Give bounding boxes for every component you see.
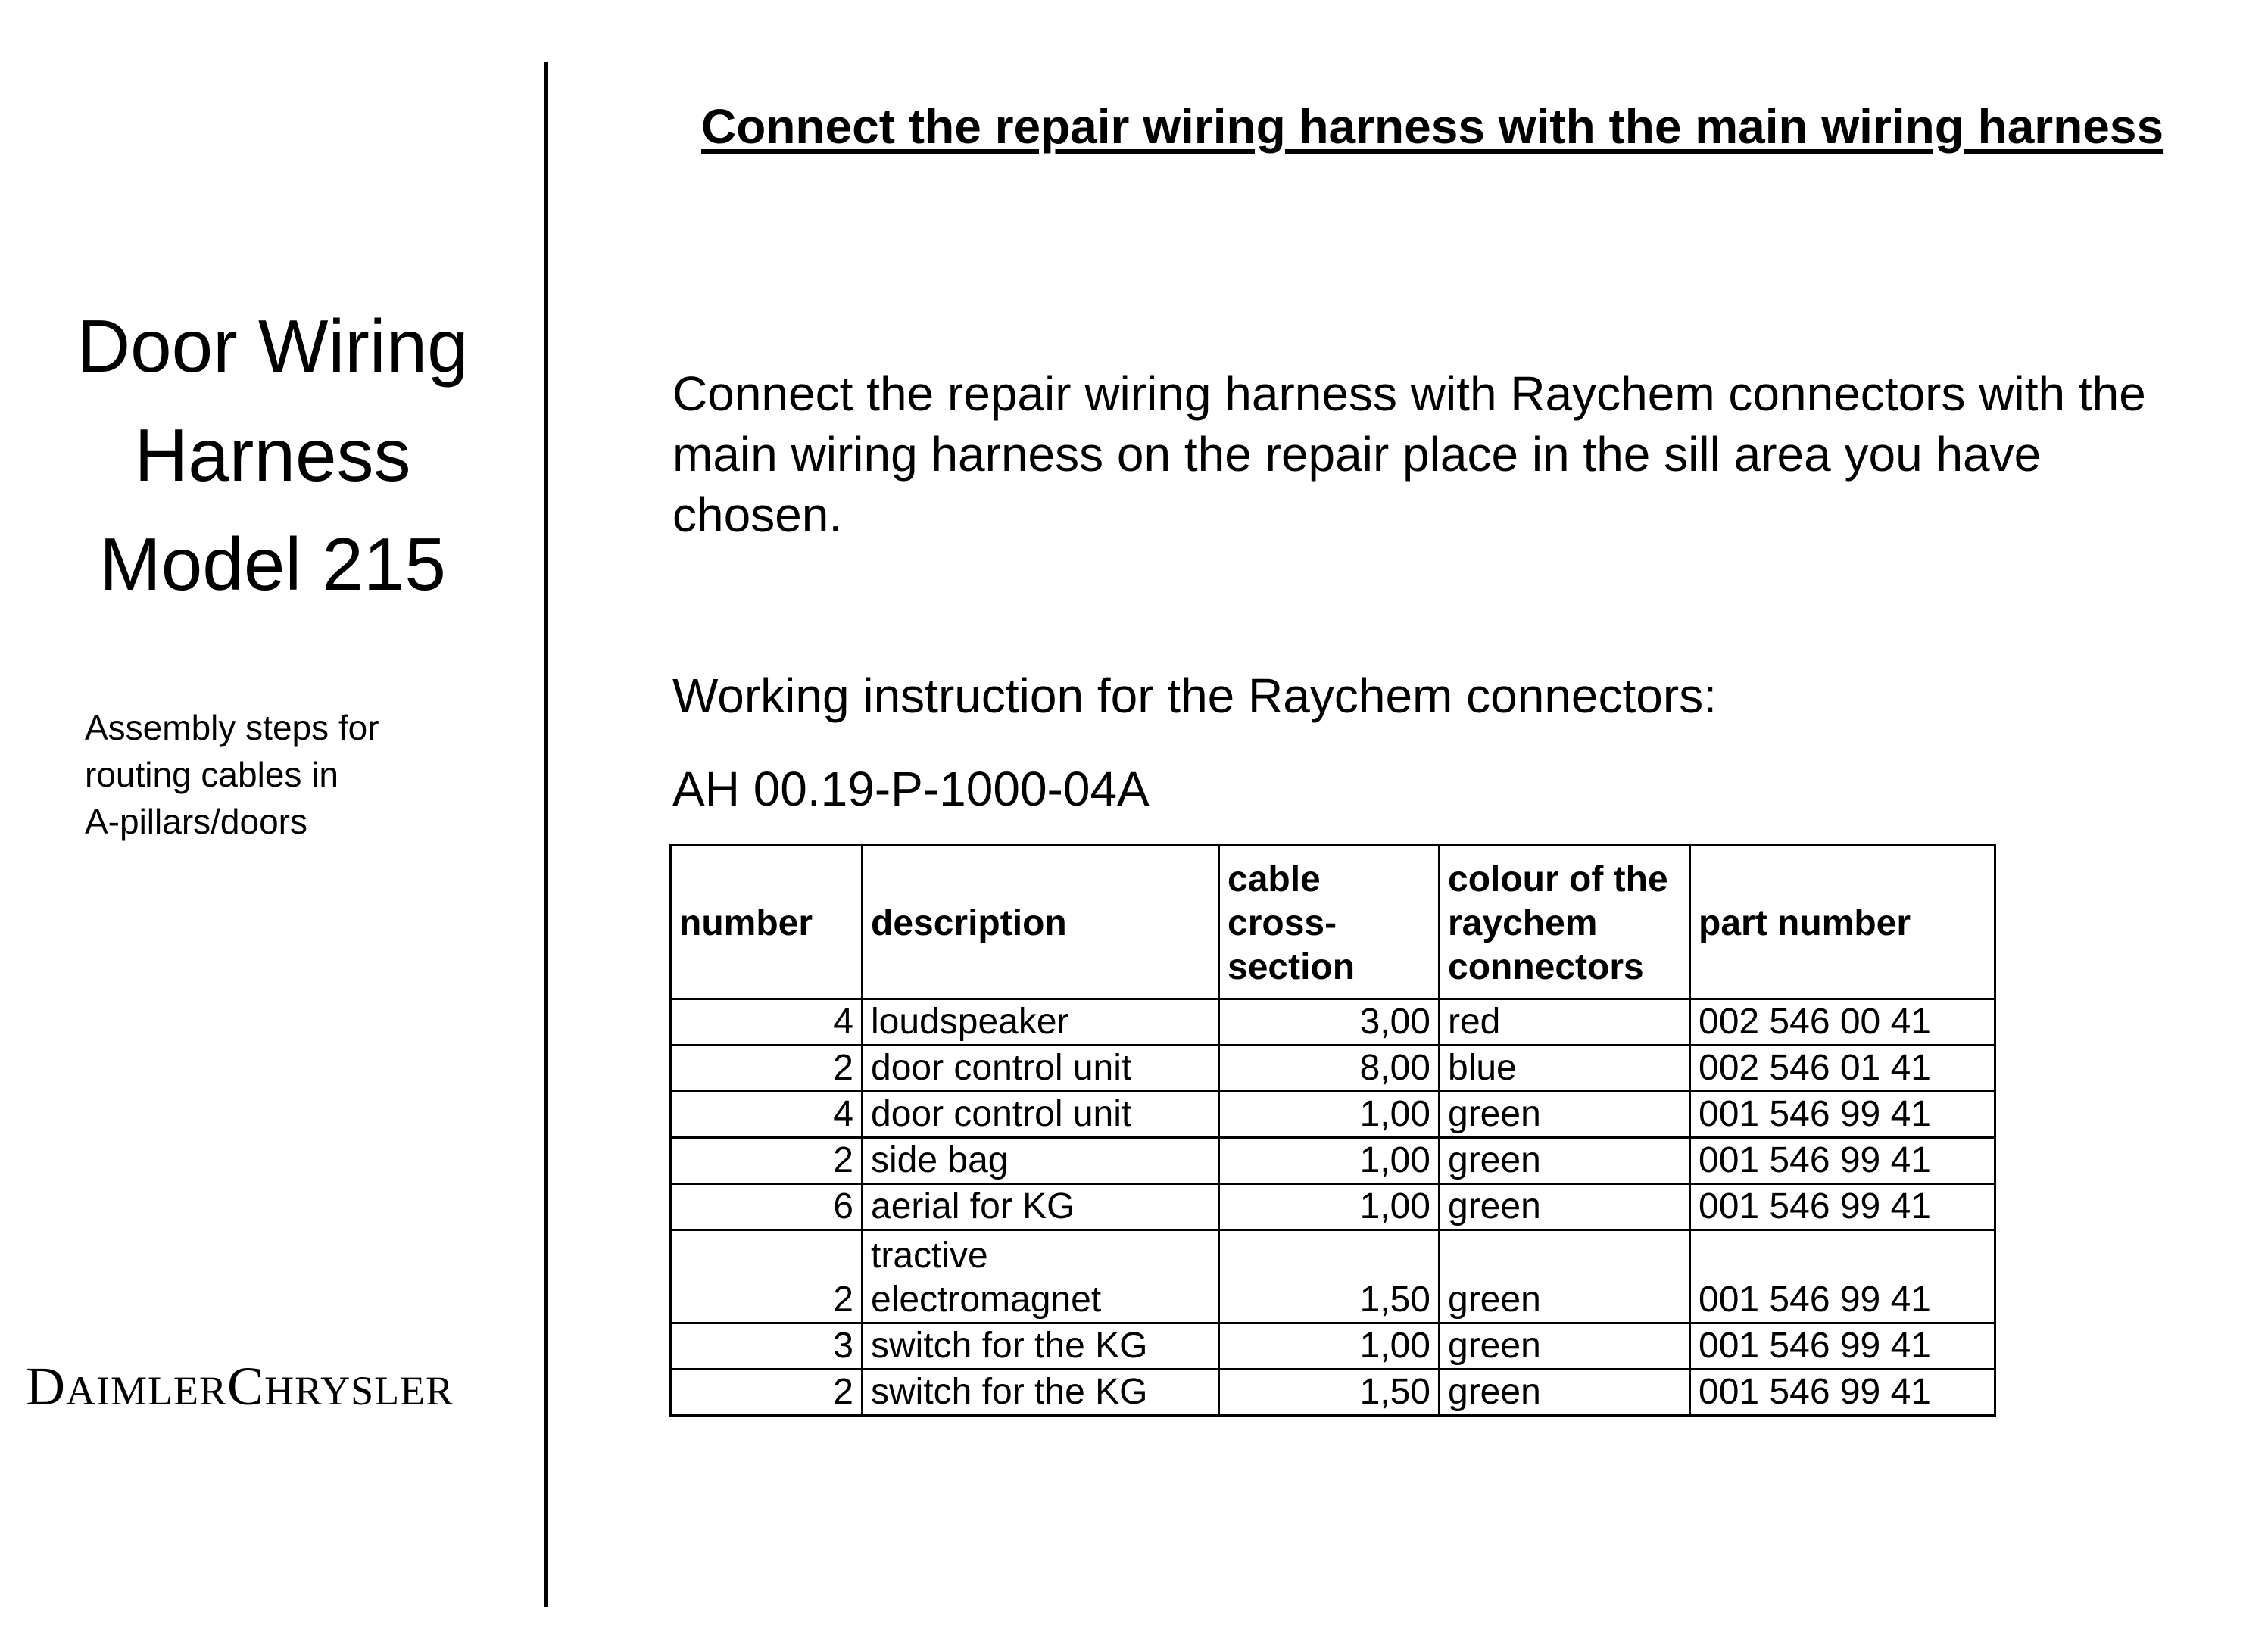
cell-part-number: 001 546 99 41: [1690, 1230, 1995, 1323]
header-part-number: part number: [1690, 846, 1995, 999]
cell-part-number: 001 546 99 41: [1690, 1138, 1995, 1184]
page-heading: Connect the repair wiring harness with the main wiring harness: [701, 99, 2164, 154]
header-line: connectors: [1448, 947, 1644, 987]
document-title-line: Model 215: [99, 522, 446, 606]
cell-description: [863, 999, 1219, 1046]
cell-number: 2: [671, 1138, 863, 1184]
cell-part-number: 001 546 99 41: [1690, 1184, 1995, 1230]
connector-table: [669, 844, 1996, 1417]
table-row: [671, 1046, 1995, 1092]
cell-cross-section: 1,00: [1219, 1138, 1440, 1184]
cell-number: 2: [671, 1046, 863, 1092]
description-line: door control unit: [871, 1048, 1132, 1088]
table-row: [671, 999, 1995, 1046]
cell-colour: green: [1440, 1138, 1690, 1184]
cell-part-number: 002 546 00 41: [1690, 999, 1995, 1046]
table-row: [671, 1092, 1995, 1138]
working-instruction-label: Working instruction for the Raychem connectors:: [672, 669, 1717, 723]
cell-cross-section: 1,50: [1219, 1230, 1440, 1323]
header-line: cable: [1228, 859, 1321, 899]
header-cross-section: [1219, 846, 1440, 999]
document-title: [30, 291, 515, 619]
description-line: switch for the KG: [871, 1372, 1148, 1412]
cell-description: [863, 1046, 1219, 1092]
cell-description: [863, 1323, 1219, 1370]
table-body: [671, 999, 1995, 1416]
cell-description: [863, 1370, 1219, 1416]
cell-colour: green: [1440, 1230, 1690, 1323]
description-line: door control unit: [871, 1094, 1132, 1134]
description-line: aerial for KG: [871, 1186, 1075, 1226]
header-colour: [1440, 846, 1690, 999]
description-line: tractive: [871, 1236, 988, 1276]
table-row: [671, 1184, 1995, 1230]
cell-number: 4: [671, 999, 863, 1046]
cell-number: 2: [671, 1370, 863, 1416]
document-title-line: Harness: [134, 413, 411, 497]
cell-number: 3: [671, 1323, 863, 1370]
cell-part-number: 001 546 99 41: [1690, 1370, 1995, 1416]
table-row: [671, 1138, 1995, 1184]
logo-wordmark: DAIMLERCHRYSLER: [26, 1356, 454, 1417]
cell-part-number: 001 546 99 41: [1690, 1323, 1995, 1370]
vertical-divider: [544, 62, 548, 1607]
cell-colour: red: [1440, 999, 1690, 1046]
document-subtitle-line: A-pillars/doors: [85, 802, 307, 841]
cell-cross-section: 1,00: [1219, 1184, 1440, 1230]
cell-description: [863, 1138, 1219, 1184]
cell-cross-section: 1,50: [1219, 1370, 1440, 1416]
table-row: [671, 1230, 1995, 1323]
cell-colour: green: [1440, 1323, 1690, 1370]
cell-colour: blue: [1440, 1046, 1690, 1092]
table-row: [671, 1323, 1995, 1370]
document-subtitle-line: Assembly steps for: [85, 708, 379, 747]
header-line: colour of the: [1448, 859, 1668, 899]
intro-line: chosen.: [672, 488, 843, 542]
intro-paragraph: [672, 363, 2232, 545]
cell-colour: green: [1440, 1092, 1690, 1138]
cell-number: 2: [671, 1230, 863, 1323]
document-title-line: Door Wiring: [76, 304, 469, 388]
cell-description: [863, 1230, 1219, 1323]
header-description: description: [863, 846, 1219, 999]
document-subtitle-line: routing cables in: [85, 755, 338, 794]
description-line: side bag: [871, 1140, 1009, 1180]
cell-part-number: 001 546 99 41: [1690, 1092, 1995, 1138]
table-header-row: [671, 846, 1995, 999]
table-row: [671, 1370, 1995, 1416]
header-number: number: [671, 846, 863, 999]
cell-description: [863, 1184, 1219, 1230]
cell-cross-section: 3,00: [1219, 999, 1440, 1046]
working-instruction-code: AH 00.19-P-1000-04A: [672, 762, 1150, 816]
cell-cross-section: 1,00: [1219, 1092, 1440, 1138]
cell-colour: green: [1440, 1370, 1690, 1416]
cell-number: 4: [671, 1092, 863, 1138]
cell-colour: green: [1440, 1184, 1690, 1230]
description-line: switch for the KG: [871, 1326, 1148, 1366]
description-line: loudspeaker: [871, 1002, 1069, 1042]
header-line: cross-: [1228, 903, 1337, 943]
cell-cross-section: 8,00: [1219, 1046, 1440, 1092]
header-line: section: [1228, 947, 1355, 987]
description-line: electromagnet: [871, 1279, 1102, 1320]
cell-number: 6: [671, 1184, 863, 1230]
intro-line: Connect the repair wiring harness with Raychem connectors with the: [672, 366, 2146, 421]
header-line: raychem: [1448, 903, 1598, 943]
document-subtitle: [85, 704, 479, 845]
cell-cross-section: 1,00: [1219, 1323, 1440, 1370]
cell-part-number: 002 546 01 41: [1690, 1046, 1995, 1092]
cell-description: [863, 1092, 1219, 1138]
intro-line: main wiring harness on the repair place in the sill area you have: [672, 427, 2042, 482]
daimlerchrysler-logo: [26, 1355, 454, 1418]
